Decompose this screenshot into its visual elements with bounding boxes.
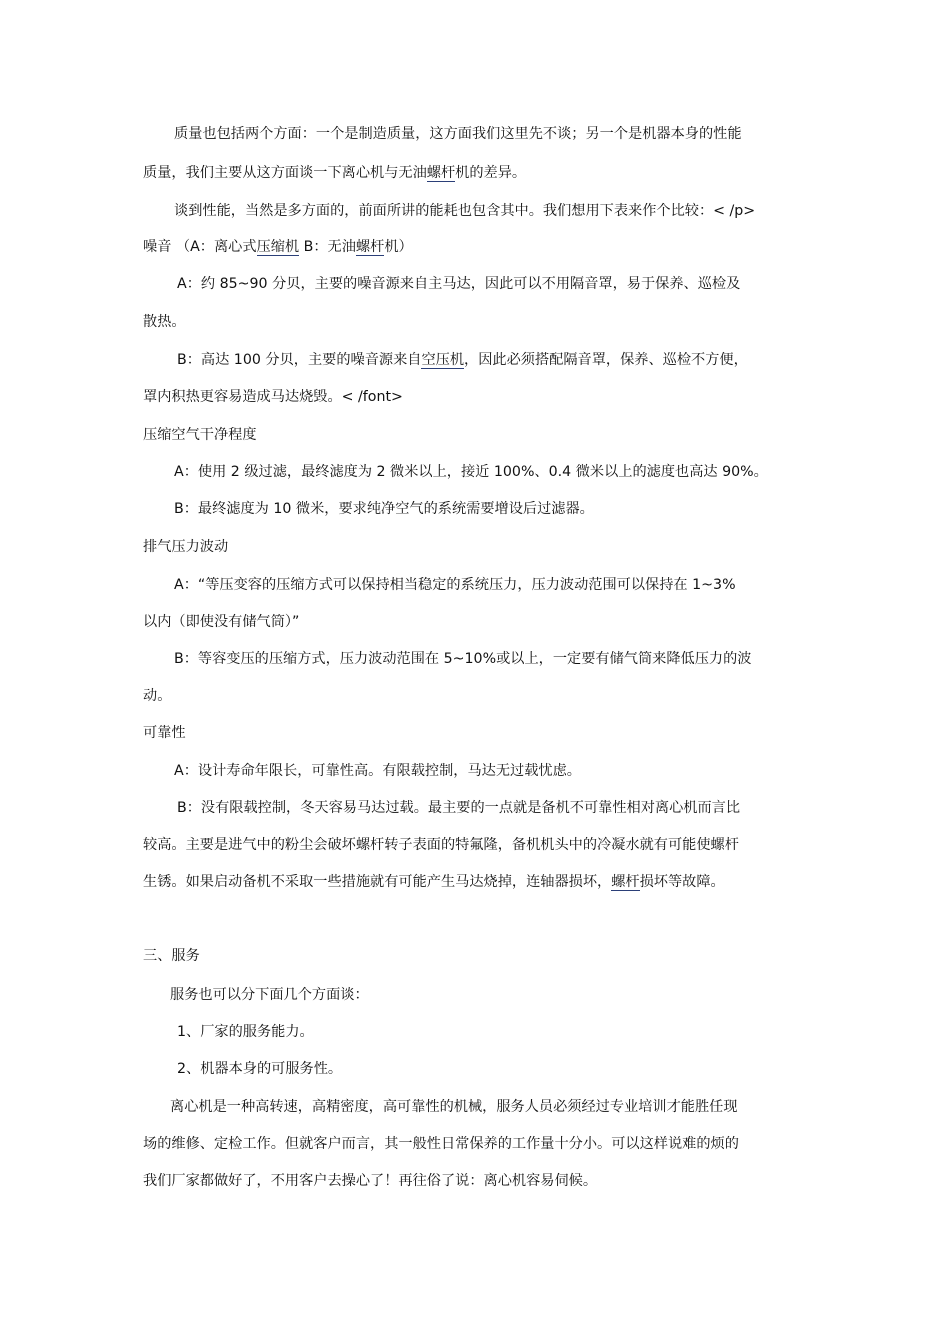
paragraph-line: 较高。主要是进气中的粉尘会破坏螺杆转子表面的特氟隆，备机机头中的冷凝水就有可能使螺杆 [143,837,739,853]
paragraph-line: 离心机是一种高转速，高精密度，高可靠性的机械，服务人员必须经过专业培训才能胜任现 [170,1099,738,1115]
paragraph-line: A：使用 2 级过滤，最终滤度为 2 微米以上，接近 100%、0.4 微米以上的滤度也高达 90%。 [174,464,768,480]
paragraph-line: 以内（即使没有储气筒）” [143,614,300,630]
paragraph-line: A：设计寿命年限长，可靠性高。有限载控制，马达无过载忧虑。 [174,763,581,779]
list-item: 2、机器本身的可服务性。 [177,1061,343,1077]
link-screw[interactable]: 螺杆 [426,165,456,181]
paragraph-line: B：没有限载控制，冬天容易马达过载。最主要的一点就是备机不可靠性相对离心机而言比 [177,800,741,816]
paragraph-line: B：最终滤度为 10 微米，要求纯净空气的系统需要增设后过滤器。 [174,501,594,517]
paragraph-line: 罩内积热更容易造成马达烧毁。< /font> [143,389,403,405]
paragraph-line: 我们厂家都做好了，不用客户去操心了！再往俗了说：离心机容易伺候。 [143,1173,598,1189]
paragraph-line: 场的维修、定检工作。但就客户而言，其一般性日常保养的工作量十分小。可以这样说难的烦的 [143,1136,739,1152]
paragraph-line: B：等容变压的压缩方式，压力波动范围在 5~10%或以上，一定要有储气筒来降低压力的波 [174,651,752,667]
paragraph-line: 谈到性能，当然是多方面的，前面所讲的能耗也包含其中。我们想用下表来作个比较：< /p> [174,203,756,219]
section-heading-reliability: 可靠性 [143,725,186,741]
paragraph-line: 生锈。如果启动备机不采取一些措施就有可能产生马达烧掉，连轴器损坏，螺杆损坏等故障。 [143,874,725,890]
list-item: 1、厂家的服务能力。 [177,1024,314,1040]
paragraph-line: 质量也包括两个方面：一个是制造质量，这方面我们这里先不谈；另一个是机器本身的性能 [174,126,742,142]
link-screw[interactable]: 螺杆 [611,874,640,890]
section-heading-cleanliness: 压缩空气干净程度 [143,427,257,443]
section-heading-pressure: 排气压力波动 [143,539,229,555]
link-screw[interactable]: 螺杆 [355,239,385,255]
paragraph-line: 质量，我们主要从这方面谈一下离心机与无油螺杆机的差异。 [143,165,527,181]
paragraph-line: A：约 85~90 分贝，主要的噪音源来自主马达，因此可以不用隔音罩，易于保养、巡检及 [177,276,741,292]
section-heading-service: 三、服务 [143,948,200,964]
link-compressor[interactable]: 压缩机 [256,239,300,255]
paragraph-line: B：高达 100 分贝，主要的噪音源来自空压机，因此必须搭配隔音罩，保养、巡检不方便， [177,352,748,368]
paragraph-line: 动。 [143,688,172,704]
paragraph-line: A：“等压变容的压缩方式可以保持相当稳定的系统压力，压力波动范围可以保持在 1~3% [174,577,736,593]
link-air-compressor[interactable]: 空压机 [421,352,465,368]
paragraph-line: 散热。 [143,314,186,330]
paragraph-line: 服务也可以分下面几个方面谈： [170,987,369,1003]
section-heading-noise: 噪音 （A：离心式压缩机 B：无油螺杆机） [143,239,413,255]
